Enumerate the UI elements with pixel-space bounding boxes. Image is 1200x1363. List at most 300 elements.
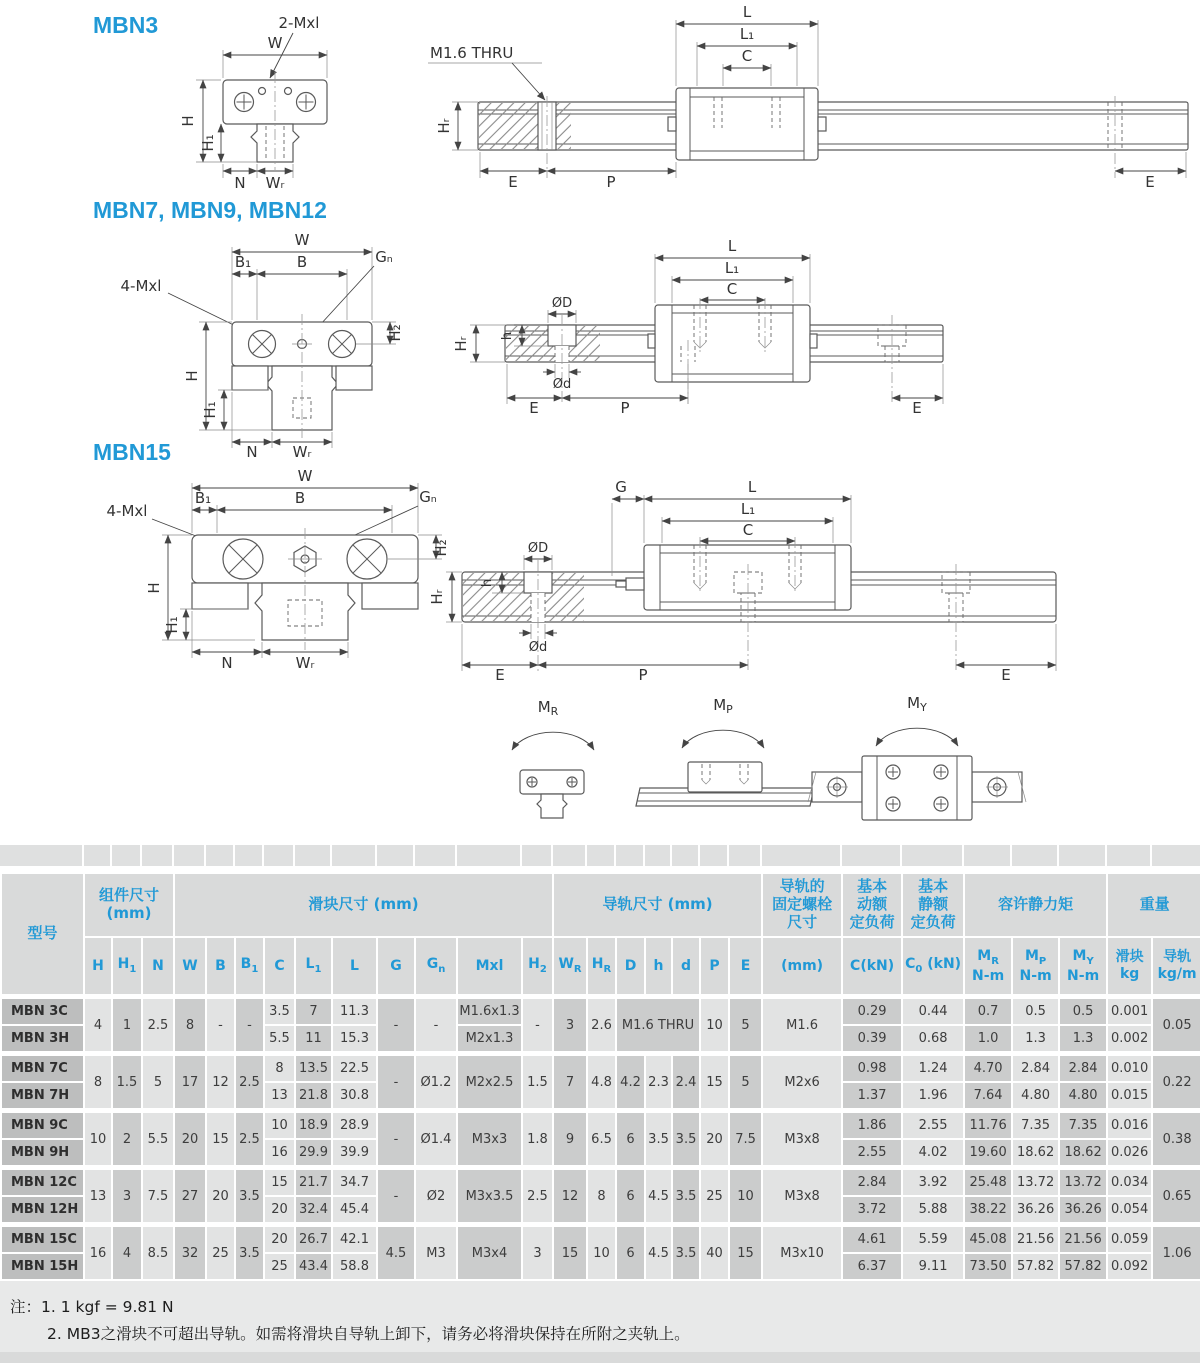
mbn7912-front-view (121, 231, 404, 461)
dim-label-h1: H₁ (163, 616, 181, 634)
cell: 15 (700, 1054, 729, 1111)
cell: M3x10 (762, 1225, 842, 1281)
dim-label-e: E (529, 399, 539, 417)
cell: 10 (264, 1111, 295, 1140)
dim-label-h: H (179, 115, 197, 127)
cell: 3.72 (842, 1196, 902, 1225)
dim-label-p: P (606, 173, 616, 191)
dim-label-dsmall: Ød (552, 377, 572, 392)
cell: 3.5 (672, 1168, 700, 1225)
col-group-header: 导轨尺寸 (mm) (553, 873, 762, 937)
dim-label-hr: Hᵣ (428, 589, 446, 605)
cell: 15 (553, 1225, 587, 1281)
cell: 7.64 (964, 1082, 1012, 1111)
cell: 12 (206, 1054, 235, 1111)
cell: 45.4 (332, 1196, 377, 1225)
strip-tick (375, 845, 377, 866)
dim-label-b: B (294, 489, 306, 507)
cell: 7.5 (729, 1111, 762, 1168)
cell: 20 (174, 1111, 206, 1168)
cell: 3.5 (235, 1225, 264, 1281)
cell: 0.39 (842, 1025, 902, 1054)
cell: 2.84 (842, 1168, 902, 1197)
cell: 12 (553, 1168, 587, 1225)
cell: 3.5 (235, 1168, 264, 1225)
col-header: 导轨 kg/m (1152, 937, 1200, 997)
cell: 16 (84, 1225, 112, 1281)
cell: 19.60 (964, 1139, 1012, 1168)
dim-label-e2: E (1145, 173, 1155, 191)
cell: 1.24 (902, 1054, 964, 1083)
cell: 2.4 (672, 1054, 700, 1111)
cell: 0.034 (1107, 1168, 1152, 1197)
cell: 7 (295, 997, 332, 1026)
cell: 1.0 (964, 1025, 1012, 1054)
cell: 8.5 (142, 1225, 174, 1281)
cell: M3 (415, 1225, 457, 1281)
cell: 2.5 (522, 1168, 553, 1225)
cell: 0.010 (1107, 1054, 1152, 1083)
cell: 32.4 (295, 1196, 332, 1225)
model-group (1, 997, 1200, 1054)
cell: 25 (206, 1225, 235, 1281)
dim-label-c: C (742, 521, 754, 539)
cell: M2x6 (762, 1054, 842, 1111)
cell: MBN 3C (1, 997, 84, 1026)
cell: 1.37 (842, 1082, 902, 1111)
cell: 6 (616, 1168, 645, 1225)
cell: 0.092 (1107, 1253, 1152, 1280)
table-top-strip (0, 845, 1200, 866)
cell: 21.56 (1012, 1225, 1059, 1254)
strip-tick (455, 845, 457, 866)
col-header: D (616, 937, 645, 997)
strip-tick (643, 845, 645, 866)
cell: 0.05 (1152, 997, 1200, 1054)
cell: 13.72 (1012, 1168, 1059, 1197)
col-header: H (84, 937, 112, 997)
cell: MBN 15C (1, 1225, 84, 1254)
dim-label-e: E (508, 173, 518, 191)
cell: 2.5 (235, 1111, 264, 1168)
cell: Ø1.4 (415, 1111, 457, 1168)
cell: MBN 7H (1, 1082, 84, 1111)
cell: 42.1 (332, 1225, 377, 1254)
cell: 0.002 (1107, 1025, 1152, 1054)
cell: 1.86 (842, 1111, 902, 1140)
dim-label-gn: Gₙ (375, 248, 393, 266)
cell: 7.35 (1059, 1111, 1107, 1140)
cell: 15 (729, 1225, 762, 1281)
cell: 9.11 (902, 1253, 964, 1280)
cell: 3.5 (645, 1111, 672, 1168)
cell: 3.5 (264, 997, 295, 1026)
moment-label-mp: $M_P$ (713, 696, 733, 716)
dim-label-b1: B₁ (194, 489, 212, 507)
col-group-header: 容许静力矩 (964, 873, 1107, 937)
mbn7912-side-view (452, 237, 943, 417)
cell: 4.02 (902, 1139, 964, 1168)
strip-tick (140, 845, 142, 866)
cell: 1.96 (902, 1082, 964, 1111)
cell: 58.8 (332, 1253, 377, 1280)
col-header: $G_n$ (415, 937, 457, 997)
cell: 36.26 (1012, 1196, 1059, 1225)
cell: MBN 12H (1, 1196, 84, 1225)
cell: Ø2 (415, 1168, 457, 1225)
strip-tick (172, 845, 174, 866)
strip-tick (233, 845, 235, 866)
cell: 21.56 (1059, 1225, 1107, 1254)
dim-label-l: L (742, 3, 752, 21)
cell: 13.72 (1059, 1168, 1107, 1197)
cell: 0.65 (1152, 1168, 1200, 1225)
cell: 1.5 (112, 1054, 142, 1111)
dim-label-p: P (638, 666, 648, 684)
cell: 5.59 (902, 1225, 964, 1254)
dim-label-l1: L₁ (724, 259, 740, 277)
cell: 4.61 (842, 1225, 902, 1254)
col-header: $B_1$ (235, 937, 264, 997)
cell: 0.054 (1107, 1196, 1152, 1225)
strip-tick (760, 845, 762, 866)
strip-tick (1150, 845, 1152, 866)
dim-label-e2: E (912, 399, 922, 417)
cell: 36.26 (1059, 1196, 1107, 1225)
cell: 18.9 (295, 1111, 332, 1140)
cell: 4.5 (645, 1168, 672, 1225)
col-header: $H_R$ (587, 937, 616, 997)
cell: 25.48 (964, 1168, 1012, 1197)
cell: 15 (264, 1168, 295, 1197)
cell: - (377, 1054, 415, 1111)
cell: 2.84 (1012, 1054, 1059, 1083)
cell: 7.5 (142, 1168, 174, 1225)
cell: 45.08 (964, 1225, 1012, 1254)
section-title-mbn3: MBN3 (93, 12, 159, 38)
cell: 57.82 (1012, 1253, 1059, 1280)
cell: 11 (295, 1025, 332, 1054)
dim-label-w: W (297, 467, 313, 485)
dim-label-c: C (726, 280, 738, 298)
dim-label-b: B (296, 253, 308, 271)
cell: M3x3.5 (457, 1168, 522, 1225)
col-group-header: 滑块尺寸 (mm) (174, 873, 553, 937)
col-header: N (142, 937, 174, 997)
dim-label-l: L (747, 478, 757, 496)
dim-label-h1: H₁ (201, 401, 219, 419)
dim-label-w: W (294, 231, 310, 249)
cell: 5 (729, 1054, 762, 1111)
col-group-header: 基本 静额 定负荷 (902, 873, 964, 937)
cell: 2 (112, 1111, 142, 1168)
col-header: 滑块 kg (1107, 937, 1152, 997)
col-header: E (729, 937, 762, 997)
cell: 30.8 (332, 1082, 377, 1111)
dim-label-l: L (727, 237, 737, 255)
cell: M3x8 (762, 1111, 842, 1168)
cell: 3 (112, 1168, 142, 1225)
dim-label-e2: E (1001, 666, 1011, 684)
cell: 17 (174, 1054, 206, 1111)
dim-label-p: P (620, 399, 630, 417)
cell: 2.84 (1059, 1054, 1107, 1083)
model-group (1, 1168, 1200, 1225)
cell: 6 (616, 1111, 645, 1168)
col-header: C(kN) (842, 937, 902, 997)
cell: 9 (553, 1111, 587, 1168)
cell: 6.37 (842, 1253, 902, 1280)
strip-tick (1105, 845, 1107, 866)
col-header: C (264, 937, 295, 997)
dim-label-gn: Gₙ (419, 488, 437, 506)
cell: M2x2.5 (457, 1054, 522, 1111)
dim-label-dsmall: Ød (528, 640, 548, 655)
dim-label-dbig: ØD (551, 296, 573, 311)
strip-tick (900, 845, 902, 866)
table-row (1, 1111, 1200, 1140)
table-row (1, 1054, 1200, 1083)
section-title-mbn15: MBN15 (93, 439, 171, 465)
cell: 7 (553, 1054, 587, 1111)
cell: 8 (587, 1168, 616, 1225)
dim-label-l1: L₁ (740, 500, 756, 518)
cell: 18.62 (1012, 1139, 1059, 1168)
dim-label-h: H (145, 582, 163, 594)
cell: - (377, 1111, 415, 1168)
cell: 4.80 (1012, 1082, 1059, 1111)
footnotes (10, 1294, 690, 1348)
moment-my-diagram (808, 694, 1026, 820)
model-group (1, 1054, 1200, 1111)
cell: 15.3 (332, 1025, 377, 1054)
col-header: $C_0$ (kN) (902, 937, 964, 997)
footnote-line-2: 2. MB3之滑块不可超出导轨。如需将滑块自导轨上卸下，请务必将滑块保持在所附之夹轨上。 (47, 1325, 690, 1343)
dim-label-wr: Wᵣ (292, 443, 312, 461)
cell: 0.059 (1107, 1225, 1152, 1254)
mbn3-side-view (428, 3, 1188, 191)
cell: 10 (84, 1111, 112, 1168)
cell: 4.5 (377, 1225, 415, 1281)
table-row (1, 997, 1200, 1026)
dim-label-e: E (495, 666, 505, 684)
cell: 6 (616, 1225, 645, 1281)
cell: 18.62 (1059, 1139, 1107, 1168)
col-group-header: 型号 (1, 873, 84, 997)
cell: 0.98 (842, 1054, 902, 1083)
cell: 25 (264, 1253, 295, 1280)
strip-tick (330, 845, 332, 866)
cell: 5 (142, 1054, 174, 1111)
cell: 20 (264, 1225, 295, 1254)
cell: 29.9 (295, 1139, 332, 1168)
strip-tick (520, 845, 522, 866)
col-header: $M_P$ N-m (1012, 937, 1059, 997)
strip-tick (110, 845, 112, 866)
cell: 0.22 (1152, 1054, 1200, 1111)
dim-label-h1: H₁ (199, 134, 217, 152)
cell: 16 (264, 1139, 295, 1168)
cell: 0.29 (842, 997, 902, 1026)
cell: - (377, 997, 415, 1054)
strip-tick (293, 845, 295, 866)
cell: - (415, 997, 457, 1054)
dim-label-2mxl: 2-Mxl (278, 14, 320, 32)
dim-label-hsmall: h (500, 331, 515, 341)
cell: M3x8 (762, 1168, 842, 1225)
cell: 7.35 (1012, 1111, 1059, 1140)
cell: MBN 9H (1, 1139, 84, 1168)
col-group-header: 基本 动额 定负荷 (842, 873, 902, 937)
cell: 10 (729, 1168, 762, 1225)
cell: MBN 7C (1, 1054, 84, 1083)
cell: M3x3 (457, 1111, 522, 1168)
dim-label-h2: H₂ (386, 324, 404, 342)
dim-label-g: G (615, 478, 627, 496)
moment-mr-diagram (512, 698, 594, 818)
dim-label-b1: B₁ (234, 253, 252, 271)
cell: 1 (112, 997, 142, 1054)
label-m16-thru: M1.6 THRU (430, 44, 514, 62)
cell: MBN 9C (1, 1111, 84, 1140)
strip-tick (413, 845, 415, 866)
table-row (1, 1225, 1200, 1254)
col-header: Mxl (457, 937, 522, 997)
cell: 20 (700, 1111, 729, 1168)
model-group (1, 1111, 1200, 1168)
strip-tick (614, 845, 616, 866)
cell: 15 (206, 1111, 235, 1168)
dim-label-h2: H₂ (432, 539, 450, 557)
dim-label-dbig: ØD (527, 541, 549, 556)
cell: 57.82 (1059, 1253, 1107, 1280)
strip-tick (727, 845, 729, 866)
footnote-line-1: 注：1. 1 kgf = 9.81 N (10, 1298, 174, 1316)
cell: 10 (700, 997, 729, 1054)
cell: 40 (700, 1225, 729, 1281)
dim-label-wr: Wᵣ (265, 174, 285, 192)
cell: 4 (112, 1225, 142, 1281)
spec-table (0, 872, 1200, 1281)
cell: - (235, 997, 264, 1054)
cell: 8 (174, 997, 206, 1054)
col-header: G (377, 937, 415, 997)
cell: 0.44 (902, 997, 964, 1026)
cell: M3x4 (457, 1225, 522, 1281)
cell: 5.5 (142, 1111, 174, 1168)
cell: 8 (264, 1054, 295, 1083)
col-header: $L_1$ (295, 937, 332, 997)
strip-tick (962, 845, 964, 866)
cell: 28.9 (332, 1111, 377, 1140)
cell: Ø1.2 (415, 1054, 457, 1111)
col-group-header: 导轨的 固定螺栓 尺寸 (762, 873, 842, 937)
cell: - (522, 997, 553, 1054)
dim-label-l1: L₁ (739, 25, 755, 43)
dim-label-n: N (246, 443, 258, 461)
cell: 21.7 (295, 1168, 332, 1197)
dim-label-4mxl: 4-Mxl (120, 277, 162, 295)
cell: 5 (729, 997, 762, 1054)
dim-label-w: W (267, 34, 283, 52)
dim-label-n: N (234, 174, 246, 192)
cell: 5.5 (264, 1025, 295, 1054)
cell: - (206, 997, 235, 1054)
col-header: B (206, 937, 235, 997)
cell: 0.68 (902, 1025, 964, 1054)
cell: 0.015 (1107, 1082, 1152, 1111)
cell: 6.5 (587, 1111, 616, 1168)
strip-tick (82, 845, 84, 866)
cell: 73.50 (964, 1253, 1012, 1280)
cell: 11.3 (332, 997, 377, 1026)
col-header: $H_2$ (522, 937, 553, 997)
cell: 13.5 (295, 1054, 332, 1083)
strip-tick (670, 845, 672, 866)
cell: 1.06 (1152, 1225, 1200, 1281)
dim-label-h: H (183, 370, 201, 382)
col-group-header: 组件尺寸 (mm) (84, 873, 174, 937)
dim-label-c: C (741, 47, 753, 65)
strip-tick (840, 845, 842, 866)
cell: 5.88 (902, 1196, 964, 1225)
col-group-header: 重量 (1107, 873, 1200, 937)
cell: 4.2 (616, 1054, 645, 1111)
cell: M1.6 THRU (616, 997, 700, 1054)
cell: 32 (174, 1225, 206, 1281)
dim-label-hr: Hᵣ (452, 336, 470, 352)
cell: 2.55 (842, 1139, 902, 1168)
strip-tick (1057, 845, 1059, 866)
cell: 3 (553, 997, 587, 1054)
cell: 2.5 (142, 997, 174, 1054)
strip-tick (262, 845, 264, 866)
col-header: W (174, 937, 206, 997)
moment-label-mr: $M_R$ (537, 698, 559, 718)
cell: 0.026 (1107, 1139, 1152, 1168)
strip-tick (1010, 845, 1012, 866)
cell: 11.76 (964, 1111, 1012, 1140)
cell: 3.92 (902, 1168, 964, 1197)
cell: 3 (522, 1225, 553, 1281)
model-group (1, 1225, 1200, 1281)
cell: 21.8 (295, 1082, 332, 1111)
cell: 39.9 (332, 1139, 377, 1168)
cell: 34.7 (332, 1168, 377, 1197)
dim-label-n: N (221, 654, 233, 672)
section-title-mbn7912: MBN7, MBN9, MBN12 (93, 197, 327, 223)
col-header: L (332, 937, 377, 997)
dim-label-hr: Hᵣ (435, 118, 453, 134)
cell: - (377, 1168, 415, 1225)
col-header: $M_R$ N-m (964, 937, 1012, 997)
cell: 8 (84, 1054, 112, 1111)
col-header: h (645, 937, 672, 997)
moment-mp-diagram (636, 696, 814, 806)
col-header: $M_Y$ N-m (1059, 937, 1107, 997)
cell: 26.7 (295, 1225, 332, 1254)
cell: 38.22 (964, 1196, 1012, 1225)
moment-label-my: $M_Y$ (907, 694, 927, 714)
cell: 25 (700, 1168, 729, 1225)
strip-tick (698, 845, 700, 866)
mbn15-side-view (428, 478, 1056, 684)
cell: 3.5 (672, 1225, 700, 1281)
dim-label-wr: Wᵣ (295, 654, 315, 672)
cell: 3.5 (672, 1111, 700, 1168)
cell: 0.38 (1152, 1111, 1200, 1168)
col-header: P (700, 937, 729, 997)
